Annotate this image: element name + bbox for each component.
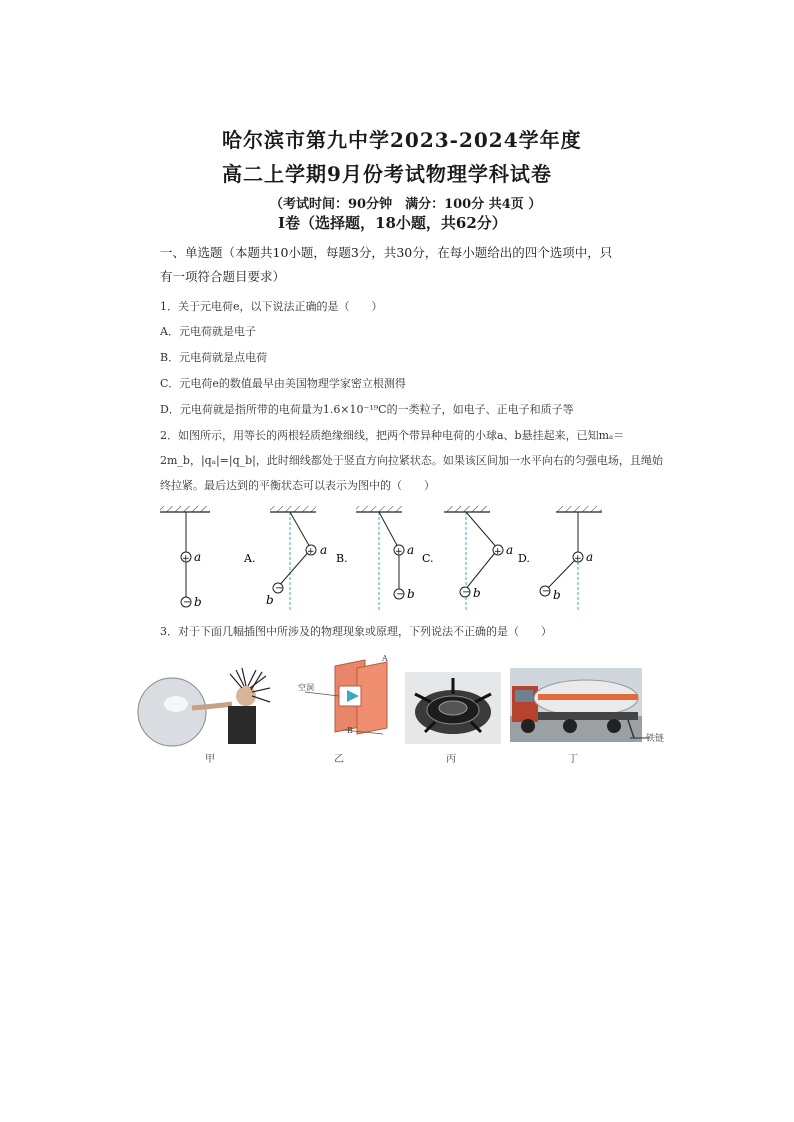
q3-caption-bing: 丙 (446, 754, 456, 765)
q2-d-label-b: b (553, 588, 561, 602)
q2-a-plus: + (307, 547, 315, 557)
q2-c-label-b: b (473, 586, 481, 600)
q2-a-minus: − (275, 583, 284, 594)
q2-option-a-figure (270, 506, 316, 610)
q3-stem: 3．对于下面几幅插图中所涉及的物理现象或原理，下列说法不正确的是（ ） (160, 625, 552, 638)
q3-figure-jia (162, 664, 272, 744)
q2-orig-label-b: b (194, 595, 202, 609)
q3-caption-ding: 丁 (568, 754, 578, 765)
q2-b-label-a: a (407, 543, 415, 557)
q2-c-minus: − (462, 587, 471, 598)
q2-orig-label-a: a (194, 550, 202, 564)
exam-title-line2: 高二上学期9月份考试物理学科试卷 (222, 162, 552, 186)
q1-stem: 1．关于元电荷e，以下说法正确的是（ ） (160, 300, 383, 313)
q1-option-a: A．元电荷就是电子 (160, 325, 256, 338)
q2-c-plus: + (494, 547, 502, 557)
q2-stem-line3: 终拉紧。最后达到的平衡状态可以表示为图中的（ ） (160, 479, 435, 492)
q1-option-d: D．元电荷就是指所带的电荷量为1.6×10⁻¹⁹C的一类粒子，如电子、正电子和质子等 (160, 403, 574, 416)
q3-fig2-label-side: B (347, 726, 353, 735)
volume-heading: Ⅰ卷（选择题，18小题，共62分） (278, 214, 507, 232)
q2-b-plus: + (395, 547, 403, 557)
q3-figure-bing (405, 672, 501, 744)
q3-fig4-label: 铁链 (646, 734, 665, 744)
q2-figure-strip (0, 500, 794, 630)
q2-d-minus: − (542, 586, 551, 597)
q3-figure-ding (510, 668, 642, 742)
q3-caption-jia: 甲 (205, 754, 215, 765)
q3-caption-yi: 乙 (334, 754, 344, 765)
q2-option-d-label: D. (518, 552, 530, 565)
q2-orig-minus: − (183, 597, 192, 608)
q2-d-plus: + (574, 554, 582, 564)
exam-title-line1: 哈尔滨市第九中学2023-2024学年度 (222, 128, 582, 152)
q2-orig-plus: + (182, 554, 190, 564)
q2-stem-line2: 2m_b，|qₐ|=|q_b|，此时细线都处于竖直方向拉紧状态。如果该区间加一水平向右的匀强电场，且绳始 (160, 454, 663, 467)
q1-option-b: B．元电荷就是点电荷 (160, 351, 268, 364)
q2-option-c-label: C. (422, 552, 434, 565)
q3-fig2-label-left: 空洞 (298, 683, 314, 692)
section-heading-line2: 有一项符合题目要求） (160, 269, 286, 284)
q2-option-b-label: B. (336, 552, 348, 565)
q3-fig2-label-top: A (382, 654, 388, 663)
q1-option-c: C．元电荷e的数值最早由美国物理学家密立根测得 (160, 377, 406, 390)
q2-d-label-a: a (586, 550, 594, 564)
q2-c-label-a: a (506, 543, 514, 557)
q2-option-a-label: A. (244, 552, 256, 565)
q2-b-minus: − (396, 589, 405, 600)
q2-a-label-b: b (266, 593, 274, 607)
q2-stem-line1: 2．如图所示，用等长的两根轻质绝缘细线，把两个带异种电荷的小球a、b悬挂起来，已知mₐ＝ (160, 429, 625, 442)
exam-info: （考试时间：90分钟 满分：100分 共4页 ） (270, 197, 542, 212)
q2-a-label-a: a (320, 543, 328, 557)
section-heading-line1: 一、单选题（本题共10小题，每题3分，共30分，在每小题给出的四个选项中，只 (160, 245, 613, 260)
q2-b-label-b: b (407, 587, 415, 601)
q3-figure-yi (295, 656, 400, 736)
